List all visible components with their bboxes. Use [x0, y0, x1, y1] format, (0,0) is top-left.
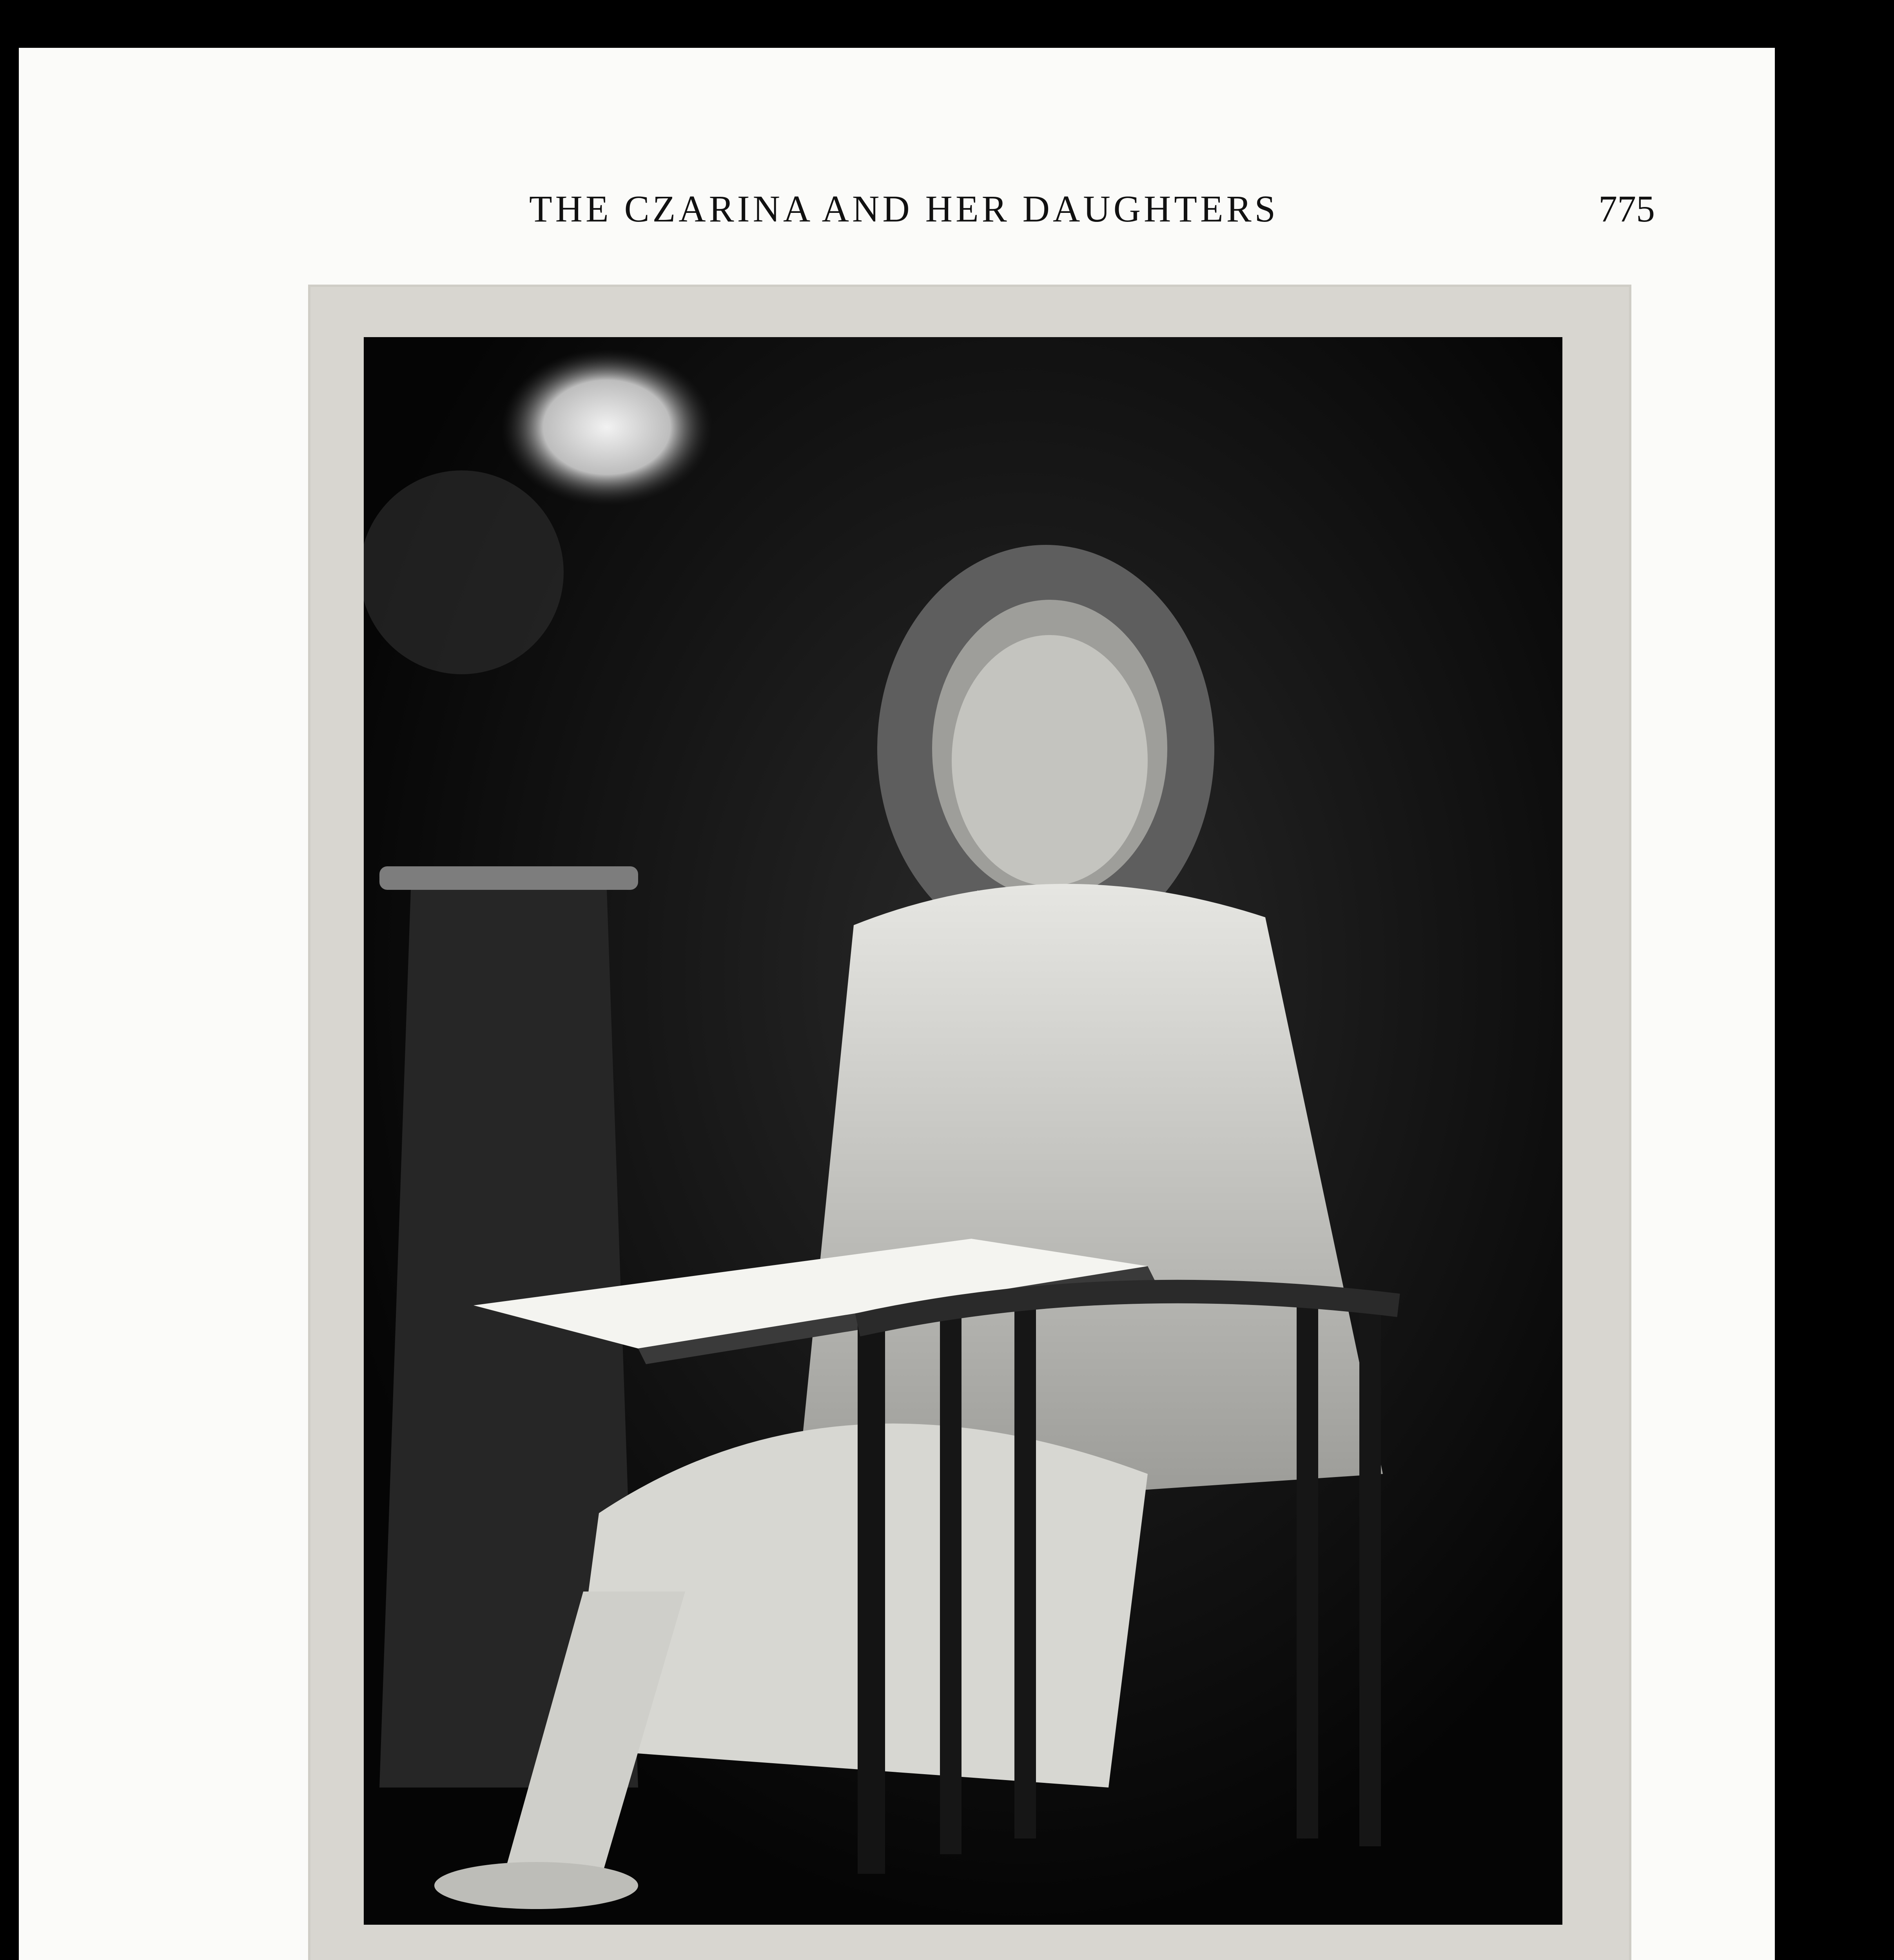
- photo-plate: [308, 285, 1631, 1960]
- portrait-photo: [364, 337, 1562, 1925]
- running-title: THE CZARINA AND HER DAUGHTERS: [529, 188, 1279, 230]
- portrait-photo-illustration: [364, 337, 1562, 1925]
- magazine-page: [19, 48, 1775, 1960]
- page-number: 775: [1598, 188, 1655, 230]
